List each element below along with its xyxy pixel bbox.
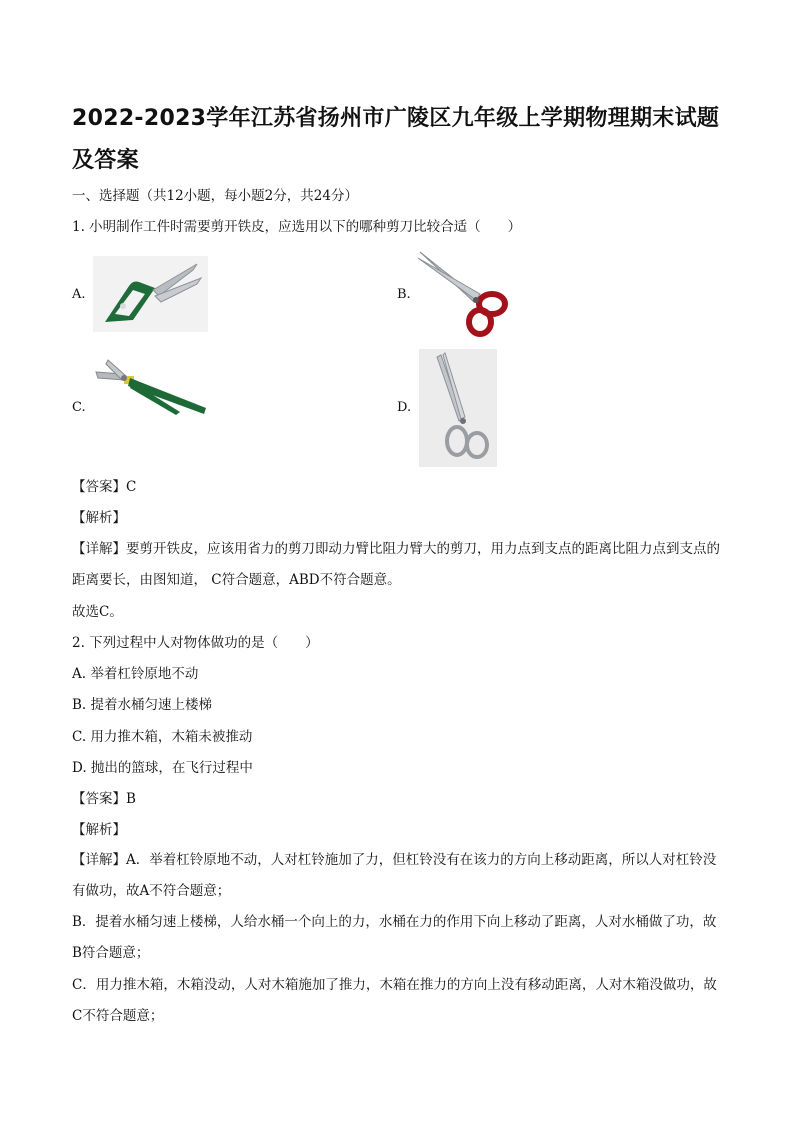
q2-option-c: C. 用力推木箱，木箱未被推动 xyxy=(72,729,253,745)
answer-tag: 【答案】 xyxy=(72,479,126,495)
option-c-label: C. xyxy=(72,400,86,415)
option-a-label: A. xyxy=(72,287,86,302)
question-2-stem: 2. 下列过程中人对物体做功的是（ ） xyxy=(72,635,319,651)
page-title: 2022-2023学年江苏省扬州市广陵区九年级上学期物理期末试题及答案 xyxy=(72,106,720,173)
q1-conclusion: 故选C。 xyxy=(72,604,123,620)
detail-text: A．举着杠铃原地不动，人对杠铃施加了力，但杠铃没有在该力的方向上移动距离，所以人对杠铃没有做功，故A不符合题意； xyxy=(72,852,717,899)
q2-detail-a xyxy=(72,845,722,907)
answer-value: C xyxy=(126,479,137,495)
detail-tag: 【详解】 xyxy=(72,852,126,868)
q1-detail xyxy=(72,534,722,596)
thread-snips-icon xyxy=(93,256,208,332)
question-1-stem: 1. 小明制作工件时需要剪开铁皮，应选用以下的哪种剪刀比较合适（ ） xyxy=(72,219,522,235)
section-heading: 一、选择题（共12小题，每小题2分，共24分） xyxy=(72,188,358,204)
detail-text: 要剪开铁皮，应该用省力的剪刀即动力臂比阻力臂大的剪刀，用力点到支点的距离比阻力点到支点的距离要长，由图知道， C符合题意，ABD不符合题意。 xyxy=(72,541,720,588)
q2-option-d: D. 抛出的篮球，在飞行过程中 xyxy=(72,760,253,776)
tin-snips-icon xyxy=(94,358,210,416)
option-b-label: B. xyxy=(397,287,411,302)
q1-analysis-tag: 【解析】 xyxy=(72,510,126,526)
q2-detail-b: B．提着水桶匀速上楼梯，人给水桶一个向上的力，水桶在力的作用下向上移动了距离，人对水桶做了功，故B符合题意； xyxy=(72,914,717,961)
red-handle-scissors-icon xyxy=(416,248,518,338)
detail-tag: 【详解】 xyxy=(72,541,126,557)
q2-answer xyxy=(72,789,136,809)
answer-tag: 【答案】 xyxy=(72,791,126,807)
option-d-label: D. xyxy=(397,400,412,415)
q2-option-a: A. 举着杠铃原地不动 xyxy=(72,666,199,682)
steel-scissors-icon xyxy=(419,349,497,467)
q2-analysis-tag: 【解析】 xyxy=(72,822,126,838)
q1-answer xyxy=(72,477,136,497)
q2-option-b: B. 提着水桶匀速上楼梯 xyxy=(72,697,213,713)
answer-value: B xyxy=(126,791,136,807)
q2-detail-c: C．用力推木箱，木箱没动，人对木箱施加了推力，木箱在推力的方向上没有移动距离，人对木箱没做功，故C不符合题意； xyxy=(72,977,717,1024)
